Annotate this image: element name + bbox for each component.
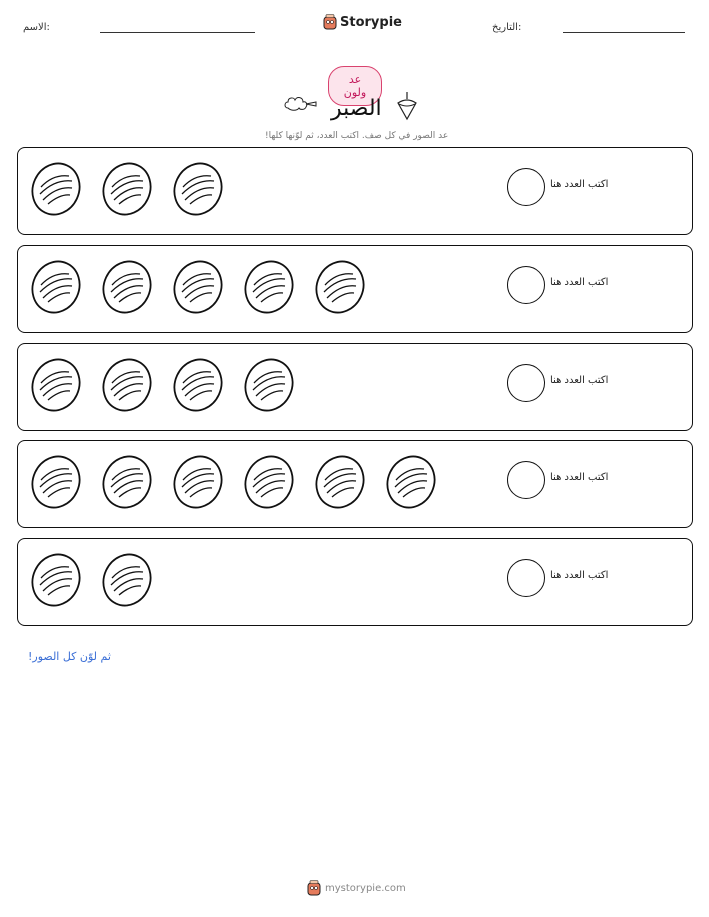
seed-icon[interactable] — [313, 455, 367, 509]
count-prompt: اكتب العدد هنا — [550, 179, 609, 190]
seed-icon[interactable] — [29, 260, 83, 314]
color-instruction: ثم لوّن كل الصور! — [28, 650, 111, 663]
name-label: الاسم: — [23, 22, 50, 33]
count-row — [17, 538, 693, 626]
seed-icon[interactable] — [171, 455, 225, 509]
seed-icon[interactable] — [242, 358, 296, 412]
count-prompt: اكتب العدد هنا — [550, 375, 609, 386]
seed-icon[interactable] — [171, 162, 225, 216]
count-prompt: اكتب العدد هنا — [550, 472, 609, 483]
brand-name: Storypie — [340, 14, 402, 30]
seed-icon[interactable] — [242, 260, 296, 314]
instructions: عد الصور في كل صف. اكتب العدد، ثم لوّنها كلها! — [265, 131, 449, 141]
count-row — [17, 147, 693, 235]
seed-icon[interactable] — [100, 455, 154, 509]
count-row — [17, 343, 693, 431]
brand — [323, 14, 402, 30]
seed-icon[interactable] — [313, 260, 367, 314]
name-line — [100, 32, 255, 33]
seed-icon[interactable] — [29, 455, 83, 509]
answer-circle[interactable] — [507, 168, 545, 206]
seed-icon[interactable] — [384, 455, 438, 509]
count-prompt: اكتب العدد هنا — [550, 277, 609, 288]
answer-circle[interactable] — [507, 266, 545, 304]
seed-icon[interactable] — [242, 455, 296, 509]
seed-icon[interactable] — [100, 260, 154, 314]
spinning-top-icon — [396, 91, 418, 121]
seed-icon[interactable] — [29, 553, 83, 607]
date-line — [563, 32, 685, 33]
page-title: الصبر — [331, 96, 382, 121]
storypie-logo-icon — [307, 880, 321, 896]
seed-icon[interactable] — [171, 260, 225, 314]
count-prompt: اكتب العدد هنا — [550, 570, 609, 581]
date-label: التاريخ: — [492, 22, 522, 33]
puff-cloud-icon — [284, 94, 318, 116]
activity-badge: عد ولون — [328, 66, 382, 106]
seed-icon[interactable] — [100, 162, 154, 216]
site-url: mystorypie.com — [325, 882, 406, 894]
count-row — [17, 440, 693, 528]
answer-circle[interactable] — [507, 559, 545, 597]
answer-circle[interactable] — [507, 364, 545, 402]
answer-circle[interactable] — [507, 461, 545, 499]
seed-icon[interactable] — [171, 358, 225, 412]
count-row — [17, 245, 693, 333]
seed-icon[interactable] — [100, 358, 154, 412]
seed-icon[interactable] — [29, 358, 83, 412]
storypie-logo-icon — [323, 14, 337, 30]
seed-icon[interactable] — [100, 553, 154, 607]
site-footer — [307, 880, 406, 896]
seed-icon[interactable] — [29, 162, 83, 216]
